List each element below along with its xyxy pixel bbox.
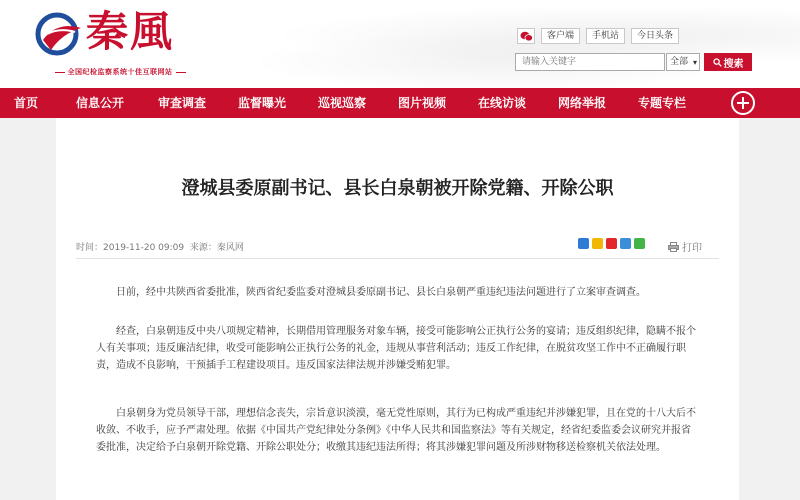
site-logo-text[interactable]: 秦風 <box>86 7 175 56</box>
nav-item-online-report[interactable]: 网络举报 <box>558 96 607 110</box>
toutiao-link[interactable]: 今日头条 <box>631 28 679 44</box>
article-container <box>56 118 739 500</box>
site-slogan: 全国纪检监察系统十佳互联网站 <box>20 67 220 77</box>
client-app-link[interactable]: 客户端 <box>541 28 580 44</box>
nav-item-info-disclosure[interactable]: 信息公开 <box>76 96 125 110</box>
search-button-label: 搜索 <box>723 58 744 70</box>
print-button[interactable] <box>668 239 702 254</box>
search-button[interactable] <box>704 53 752 71</box>
nav-item-online-interview[interactable]: 在线访谈 <box>478 96 527 110</box>
nav-item-photo-video[interactable]: 图片视频 <box>398 96 447 110</box>
article-title: 澄城县委原副书记、县长白泉朝被开除党籍、开除公职 <box>181 178 614 199</box>
share-qzone-icon[interactable] <box>592 238 603 249</box>
site-header <box>0 0 800 88</box>
article-paragraph: 日前，经中共陕西省委批准，陕西省纪委监委对澄城县委原副书记、县长白泉朝严重违纪违法问题进行了立案审查调查。 <box>116 287 646 298</box>
article-paragraph: 白泉朝身为党员领导干部，理想信念丧失，宗旨意识淡漠，毫无党性原则，其行为已构成严重违纪并涉嫌犯罪，且在党的十八大后不收敛、不收手，应予严肃处理。依据《中国共产党纪律处分条例》《中华人民共和国监察法》等有关规定，经省纪委监委会议研究并报省委批准，决定给予白泉朝开除党籍、开除公职处分；收缴其违纪违法所得；将其涉嫌犯罪问题及所涉财物移送检察机关依法处理。 <box>96 408 696 453</box>
time-label: 时间： <box>76 243 104 253</box>
nav-item-home[interactable]: 首页 <box>14 96 39 110</box>
share-weibo-icon[interactable] <box>606 238 617 249</box>
search-scope-value: 全部 <box>670 57 689 67</box>
share-plus-icon[interactable] <box>578 238 589 249</box>
nav-item-special-topics[interactable]: 专题专栏 <box>638 96 687 110</box>
main-nav <box>0 88 800 118</box>
publish-time: 2019-11-20 09:09 <box>103 243 185 253</box>
search-input[interactable] <box>515 53 665 71</box>
nav-item-inspection[interactable]: 巡视巡察 <box>318 96 367 110</box>
search-scope-select[interactable] <box>666 53 700 71</box>
share-tencent-icon[interactable] <box>620 238 631 249</box>
print-label: 打印 <box>682 243 702 254</box>
meta-divider <box>76 258 719 259</box>
share-wechat-icon[interactable] <box>634 238 645 249</box>
article-meta <box>76 240 244 253</box>
printer-icon <box>668 242 679 252</box>
article-source: 秦风网 <box>216 243 244 253</box>
nav-more-plus-icon[interactable] <box>731 91 755 115</box>
source-label: 来源： <box>189 243 217 253</box>
chevron-down-icon: ▾ <box>692 58 697 67</box>
nav-item-investigation[interactable]: 审查调查 <box>158 96 207 110</box>
mobile-site-link[interactable]: 手机站 <box>586 28 625 44</box>
article-paragraph: 经查，白泉朝违反中央八项规定精神，长期借用管理服务对象车辆，接受可能影响公正执行公务的宴请；违反组织纪律，隐瞒不报个人有关事项；违反廉洁纪律，收受可能影响公正执行公务的礼金，违规从事营利活动；违反工作纪律，在脱贫攻坚工作中不正确履行职责，造成不良影响，干预插手工程建设项目。违反国家法律法规并涉嫌受贿犯罪。 <box>96 326 696 371</box>
search-icon <box>713 58 722 67</box>
wechat-icon[interactable] <box>517 28 535 44</box>
share-bar <box>578 238 645 249</box>
nav-item-exposure[interactable]: 监督曝光 <box>238 96 287 110</box>
top-links <box>517 28 679 44</box>
qinfeng-logo-icon[interactable] <box>33 10 85 58</box>
